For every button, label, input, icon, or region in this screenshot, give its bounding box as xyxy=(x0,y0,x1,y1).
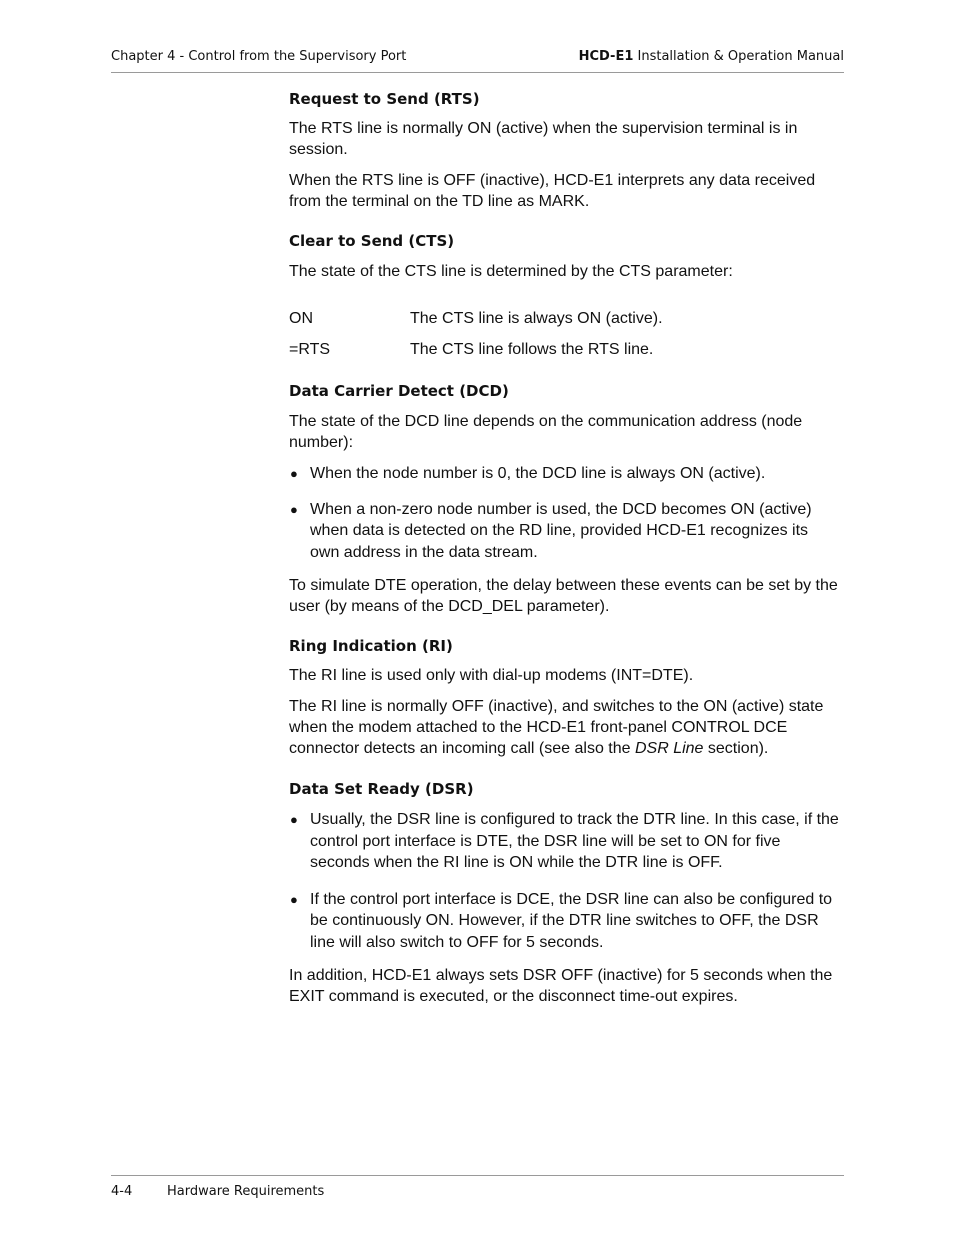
list-item xyxy=(289,499,841,564)
cts-def-desc: The CTS line is always ON (active). xyxy=(410,310,663,327)
dsr-heading: Data Set Ready (DSR) xyxy=(289,780,474,798)
list-item xyxy=(289,889,841,954)
list-item-text: If the control port interface is DCE, the DSR line can also be configured to be continuously ON. However, if the DTR line switches to OFF, the DSR line will also switch to OFF for 5 seconds. xyxy=(310,890,833,951)
bullet-icon: ● xyxy=(290,891,298,907)
cts-definitions xyxy=(289,308,841,360)
dsr-line-reference: DSR Line xyxy=(634,740,704,757)
bullet-icon: ● xyxy=(290,501,298,517)
ri-paragraph-1: The RI line is used only with dial-up modems (INT=DTE). xyxy=(289,667,694,684)
list-item-text: When the node number is 0, the DCD line is always ON (active). xyxy=(310,465,766,482)
ri-text: The RI line is normally OFF (inactive), and switches to the ON (active) state when the modem attached to the HCD-E1 front-panel CONTROL DCE connector detects an incoming call (see also the xyxy=(289,698,824,757)
bullet-icon: ● xyxy=(290,466,298,481)
dcd-bullet-list xyxy=(289,463,841,563)
cts-def-row xyxy=(289,308,841,329)
ri-heading: Ring Indication (RI) xyxy=(289,637,453,655)
ri-paragraph-2 xyxy=(289,696,841,759)
dsr-bullet-list xyxy=(289,809,841,953)
cts-def-term: =RTS xyxy=(289,341,331,358)
cts-def-row xyxy=(289,339,841,360)
page-footer xyxy=(111,1175,844,1201)
cts-heading: Clear to Send (CTS) xyxy=(289,232,455,250)
manual-name: Installation & Operation Manual xyxy=(633,49,844,64)
bullet-icon: ● xyxy=(290,812,298,827)
dcd-paragraph-2: To simulate DTE operation, the delay between these events can be set by the user (by means of the DCD_DEL parameter). xyxy=(289,577,838,615)
rts-paragraph-2: When the RTS line is OFF (inactive), HCD-E1 interprets any data received from the terminal on the TD line as MARK. xyxy=(289,172,816,210)
list-item-text: When a non-zero node number is used, the DCD becomes ON (active) when data is detected on the RD line, provided HCD-E1 recognizes its own address in the data stream. xyxy=(310,500,812,561)
dcd-heading: Data Carrier Detect (DCD) xyxy=(289,382,509,400)
page-number: 4-4 xyxy=(111,1184,133,1199)
manual-title xyxy=(579,48,844,66)
dsr-paragraph-1: In addition, HCD-E1 always sets DSR OFF (inactive) for 5 seconds when the EXIT command is executed, or the disconnect time-out expires. xyxy=(289,967,833,1005)
page-header xyxy=(111,48,844,73)
dcd-paragraph-1: The state of the DCD line depends on the communication address (node number): xyxy=(289,413,803,451)
cts-def-term: ON xyxy=(289,310,313,327)
product-name: HCD-E1 xyxy=(578,49,634,64)
rts-heading: Request to Send (RTS) xyxy=(289,90,480,108)
page-content xyxy=(289,88,841,1007)
cts-def-desc: The CTS line follows the RTS line. xyxy=(410,341,654,358)
list-item xyxy=(289,463,841,485)
list-item xyxy=(289,809,841,874)
ri-text-end: section). xyxy=(703,740,769,757)
chapter-title: Chapter 4 - Control from the Supervisory Port xyxy=(111,49,407,64)
footer-section-title: Hardware Requirements xyxy=(167,1184,325,1199)
list-item-text: Usually, the DSR line is configured to track the DTR line. In this case, if the control port interface is DTE, the DSR line will be set to ON for five seconds when the RI line is ON while the DTR line is OFF. xyxy=(310,811,839,871)
cts-paragraph-1: The state of the CTS line is determined by the CTS parameter: xyxy=(289,263,733,280)
rts-paragraph-1: The RTS line is normally ON (active) when the supervision terminal is in session. xyxy=(289,120,798,158)
